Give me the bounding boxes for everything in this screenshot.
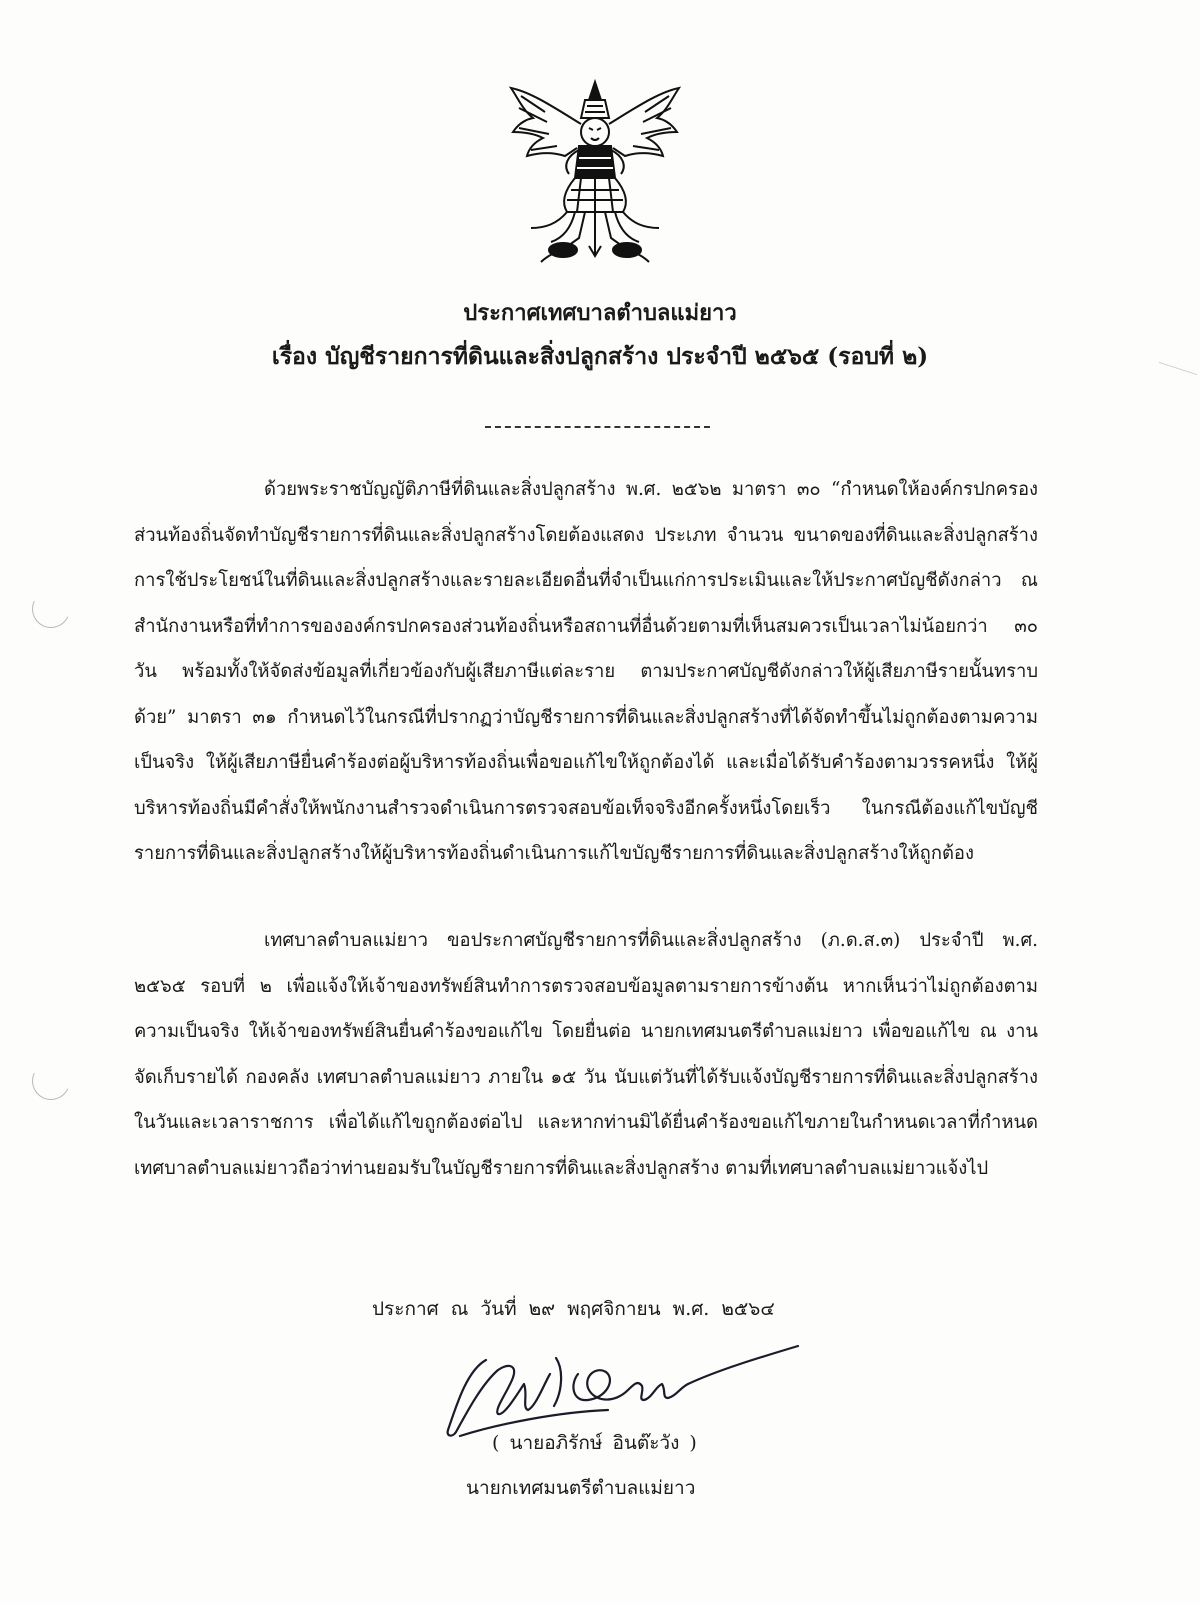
body-paragraph-1: ด้วยพระราชบัญญัติภาษีที่ดินและสิ่งปลูกสร้าง พ.ศ. ๒๕๖๒ มาตรา ๓๐ “กำหนดให้องค์กรปกครองส่วนท้องถิ่นจัดทำบัญชีรายการที่ดินและสิ่งปลูกสร้างโดยต้องแสดง ประเภท จำนวน ขนาดของที่ดินและสิ่งปลูกสร้าง การใช้ประโยชน์ในที่ดินและสิ่งปลูกสร้างและรายละเอียดอื่นที่จำเป็นแก่การประเมินและให้ประกาศบัญชีดังกล่าว ณ สำนักงานหรือที่ทำการขององค์กรปกครองส่วนท้องถิ่นหรือสถานที่อื่นด้วยตามที่เห็นสมควรเป็นเวลาไม่น้อยกว่า ๓๐ วัน พร้อมทั้งให้จัดส่งข้อมูลที่เกี่ยวข้องกับผู้เสียภาษีแต่ละราย ตามประกาศบัญชีดังกล่าวให้ผู้เสียภาษีรายนั้นทราบด้วย” มาตรา ๓๑ กำหนดไว้ในกรณีที่ปรากฏว่าบัญชีรายการที่ดินและสิ่งปลูกสร้างที่ได้จัดทำขึ้นไม่ถูกต้องตามความเป็นจริง ให้ผู้เสียภาษียื่นคำร้องต่อผู้บริหารท้องถิ่นเพื่อขอแก้ไขให้ถูกต้องได้ และเมื่อได้รับคำร้องตามวรรคหนึ่ง ให้ผู้บริหารท้องถิ่นมีคำสั่งให้พนักงานสำรวจดำเนินการตรวจสอบข้อเท็จจริงอีกครั้งหนึ่งโดยเร็ว ในกรณีต้องแก้ไขบัญชีรายการที่ดินและสิ่งปลูกสร้างให้ผู้บริหารท้องถิ่นดำเนินการแก้ไขบัญชีรายการที่ดินและสิ่งปลูกสร้างให้ถูกต้อง — [134, 479, 1038, 864]
garuda-emblem-icon — [505, 78, 685, 264]
title-divider — [485, 426, 710, 428]
announcement-subject: เรื่อง บัญชีรายการที่ดินและสิ่งปลูกสร้าง ประจำปี ๒๕๖๕ (รอบที่ ๒) — [271, 343, 929, 370]
announcement-date: ประกาศ ณ วันที่ ๒๙ พฤศจิกายน พ.ศ. ๒๕๖๔ — [372, 1298, 775, 1320]
punch-hole-mark — [27, 1057, 76, 1106]
announcement-title: ประกาศเทศบาลตำบลแม่ยาว — [463, 300, 737, 326]
signer-position: นายกเทศมนตรีตำบลแม่ยาว — [466, 1477, 696, 1499]
signer-name: ( นายอภิรักษ์ อินต๊ะวัง ) — [492, 1432, 697, 1454]
punch-hole-mark — [27, 585, 76, 634]
body-paragraph-2: เทศบาลตำบลแม่ยาว ขอประกาศบัญชีรายการที่ดินและสิ่งปลูกสร้าง (ภ.ด.ส.๓) ประจำปี พ.ศ. ๒๕๖๕ รอบที่ ๒ เพื่อแจ้งให้เจ้าของทรัพย์สินทำการตรวจสอบข้อมูลตามรายการข้างต้น หากเห็นว่าไม่ถูกต้องตามความเป็นจริง ให้เจ้าของทรัพย์สินยื่นคำร้องขอแก้ไข โดยยื่นต่อ นายกเทศมนตรีตำบลแม่ยาว เพื่อขอแก้ไข ณ งานจัดเก็บรายได้ กองคลัง เทศบาลตำบลแม่ยาว ภายใน ๑๕ วัน นับแต่วันที่ได้รับแจ้งบัญชีรายการที่ดินและสิ่งปลูกสร้าง ในวันและเวลาราชการ เพื่อได้แก้ไขถูกต้องต่อไป และหากท่านมิได้ยื่นคำร้องขอแก้ไขภายในกำหนดเวลาที่กำหนด เทศบาลตำบลแม่ยาวถือว่าท่านยอมรับในบัญชีรายการที่ดินและสิ่งปลูกสร้าง ตามที่เทศบาลตำบลแม่ยาวแจ้งไป — [134, 930, 1038, 1179]
